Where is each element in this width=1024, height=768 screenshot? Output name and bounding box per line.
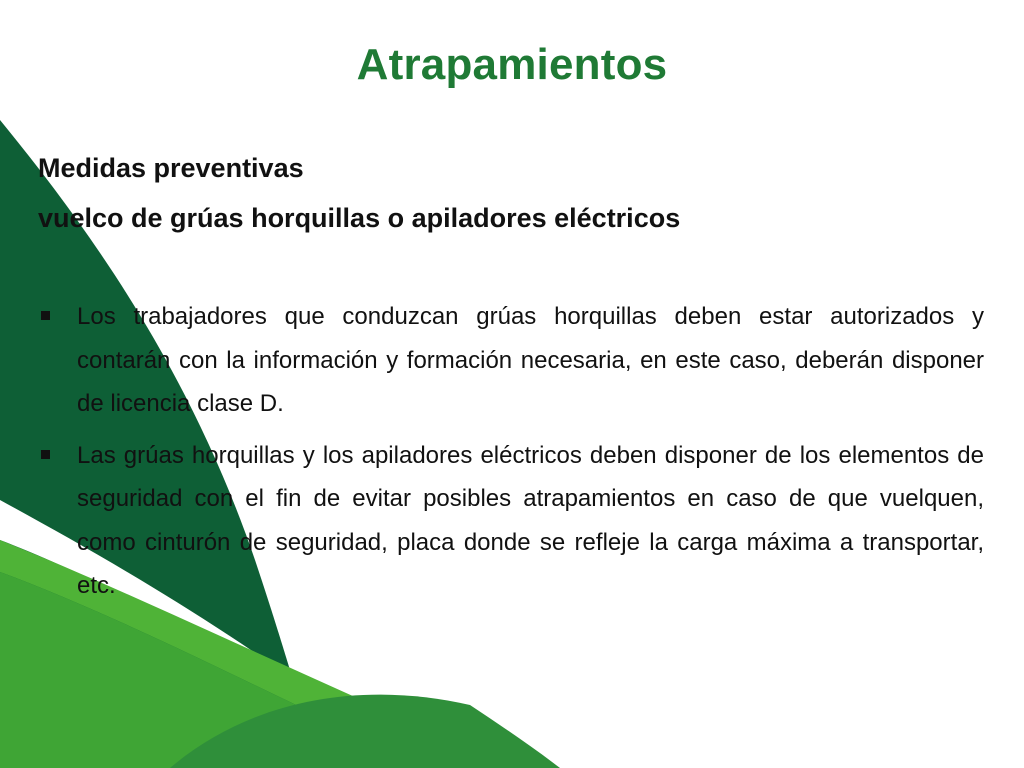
bullet-text: Los trabajadores que conduzcan grúas horquillas deben estar autorizados y contarán con la información y formación necesaria, en este caso, deberán disponer de licencia clase D. bbox=[77, 303, 984, 417]
bullet-list bbox=[38, 295, 984, 616]
square-bullet-icon bbox=[41, 450, 50, 459]
bullet-item bbox=[38, 295, 984, 426]
bullet-text: Las grúas horquillas y los apiladores eléctricos deben disponer de los elementos de seguridad con el fin de evitar posibles atrapamientos en caso de que vuelquen, como cinturón de seguridad, placa donde se refleje la carga máxima a transportar, etc. bbox=[77, 441, 984, 599]
subtitle-preventive-measures: Medidas preventivas bbox=[38, 153, 304, 183]
subtitle-topic: vuelco de grúas horquillas o apiladores eléctricos bbox=[38, 203, 681, 233]
bullet-item bbox=[38, 434, 984, 608]
square-bullet-icon bbox=[41, 311, 50, 320]
slide-title: Atrapamientos bbox=[356, 40, 668, 89]
